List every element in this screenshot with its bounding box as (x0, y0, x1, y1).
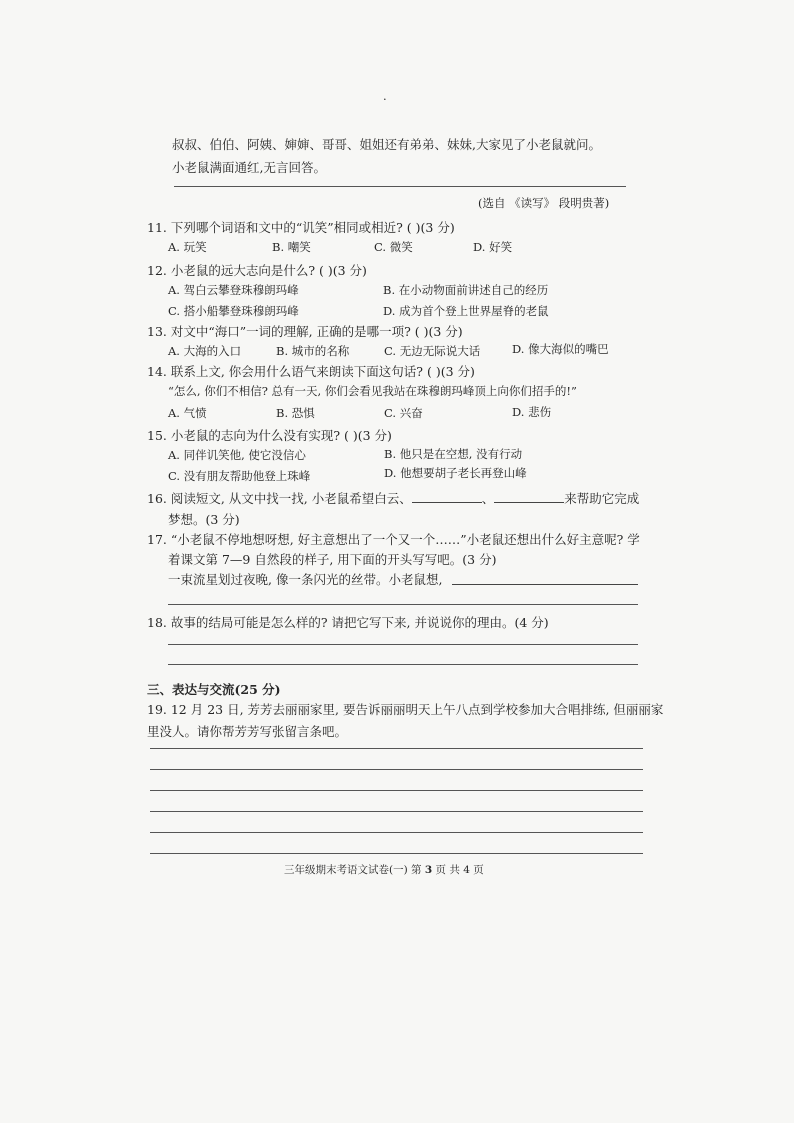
q12-option-d[interactable]: D. 成为首个登上世界屋脊的老鼠 (383, 304, 549, 318)
passage-line-1: 叔叔、伯伯、阿姨、婶婶、哥哥、姐姐还有弟弟、妹妹,大家见了小老鼠就问。 (172, 137, 601, 152)
q18-stem: 18. 故事的结局可能是怎么样的? 请把它写下来, 并说说你的理由。(4 分) (147, 615, 549, 630)
passage-line-2: 小老鼠满面通红,无言回答。 (172, 160, 326, 175)
q12-option-a[interactable]: A. 驾白云攀登珠穆朗玛峰 (168, 283, 299, 297)
section-3-heading: 三、表达与交流(25 分) (147, 682, 281, 697)
q19-answer-line-1[interactable] (150, 748, 643, 749)
q13-option-c[interactable]: C. 无边无际说大话 (384, 344, 481, 358)
q14-stem: 14. 联系上文, 你会用什么语气来朗读下面这句话? ( )(3 分) (147, 364, 475, 379)
q15-option-b[interactable]: B. 他只是在空想, 没有行动 (384, 447, 523, 461)
q19-answer-line-4[interactable] (150, 811, 643, 812)
q16-text-2: 来帮助它完成 (564, 491, 640, 506)
q18-answer-line-1[interactable] (168, 644, 638, 645)
q12-option-c[interactable]: C. 搭小船攀登珠穆朗玛峰 (168, 304, 299, 318)
q17-answer-line-1[interactable] (452, 584, 638, 585)
q16-blank-1[interactable] (412, 491, 482, 503)
footer-text: 三年级期末考语文试卷(一) 第 (284, 864, 422, 876)
q16-line-2: 梦想。(3 分) (168, 512, 240, 527)
q11-stem: 11. 下列哪个词语和文中的“讥笑”相同或相近? ( )(3 分) (147, 220, 455, 235)
q15-option-d[interactable]: D. 他想要胡子老长再登山峰 (384, 466, 527, 480)
q12-option-b[interactable]: B. 在小动物面前讲述自己的经历 (383, 283, 549, 297)
q14-option-c[interactable]: C. 兴奋 (384, 406, 423, 420)
q15-option-c[interactable]: C. 没有朋友帮助他登上珠峰 (168, 469, 311, 483)
footer-page-number: 3 (424, 864, 433, 876)
page-footer (284, 862, 484, 877)
q11-option-c[interactable]: C. 微笑 (374, 240, 413, 254)
q14-option-b[interactable]: B. 恐惧 (276, 406, 315, 420)
q12-stem: 12. 小老鼠的远大志向是什么? ( )(3 分) (147, 263, 367, 278)
q16-line-1 (147, 489, 639, 507)
q11-option-a[interactable]: A. 玩笑 (168, 240, 207, 254)
q16-separator: 、 (481, 491, 495, 506)
q14-option-d[interactable]: D. 悲伤 (512, 405, 552, 419)
q16-text-1: 16. 阅读短文, 从文中找一找, 小老鼠希望白云、 (147, 491, 412, 506)
q13-option-b[interactable]: B. 城市的名称 (276, 344, 350, 358)
q19-answer-line-3[interactable] (150, 790, 643, 791)
q13-option-d[interactable]: D. 像大海似的嘴巴 (512, 342, 609, 356)
q19-line-1: 19. 12 月 23 日, 芳芳去丽丽家里, 要告诉丽丽明天上午八点到学校参加大合唱排练, 但丽丽家 (147, 702, 664, 717)
q19-answer-line-6[interactable] (150, 853, 643, 854)
q19-answer-line-2[interactable] (150, 769, 643, 770)
q11-option-d[interactable]: D. 好笑 (473, 240, 513, 254)
q17-answer-line-2[interactable] (168, 604, 638, 605)
q17-line-3: 一束流星划过夜晚, 像一条闪光的丝带。小老鼠想, (168, 572, 443, 587)
footer-total: 页 共 4 页 (435, 864, 484, 876)
q17-line-1: 17. “小老鼠不停地想呀想, 好主意想出了一个又一个……”小老鼠还想出什么好主意呢? 学 (147, 532, 640, 547)
q15-stem: 15. 小老鼠的志向为什么没有实现? ( )(3 分) (147, 428, 392, 443)
q13-stem: 13. 对文中“海口”一词的理解, 正确的是哪一项? ( )(3 分) (147, 324, 463, 339)
q11-option-b[interactable]: B. 嘲笑 (272, 240, 311, 254)
q14-option-a[interactable]: A. 气愤 (168, 406, 207, 420)
q13-option-a[interactable]: A. 大海的入口 (168, 344, 242, 358)
q19-line-2: 里没人。请你帮芳芳写张留言条吧。 (147, 724, 348, 739)
q16-blank-2[interactable] (494, 491, 564, 503)
passage-source: (选自 《读写》 段明贵著) (478, 196, 610, 210)
q14-quote: “怎么, 你们不相信? 总有一天, 你们会看见我站在珠穆朗玛峰顶上向你们招手的!” (168, 384, 577, 398)
stray-dot: · (383, 92, 387, 106)
q17-line-2: 着课文第 7—9 自然段的样子, 用下面的开头写写吧。(3 分) (168, 552, 497, 567)
q19-answer-line-5[interactable] (150, 832, 643, 833)
q18-answer-line-2[interactable] (168, 664, 638, 665)
q15-option-a[interactable]: A. 同伴讥笑他, 使它没信心 (168, 448, 306, 462)
separator-line (174, 186, 626, 187)
